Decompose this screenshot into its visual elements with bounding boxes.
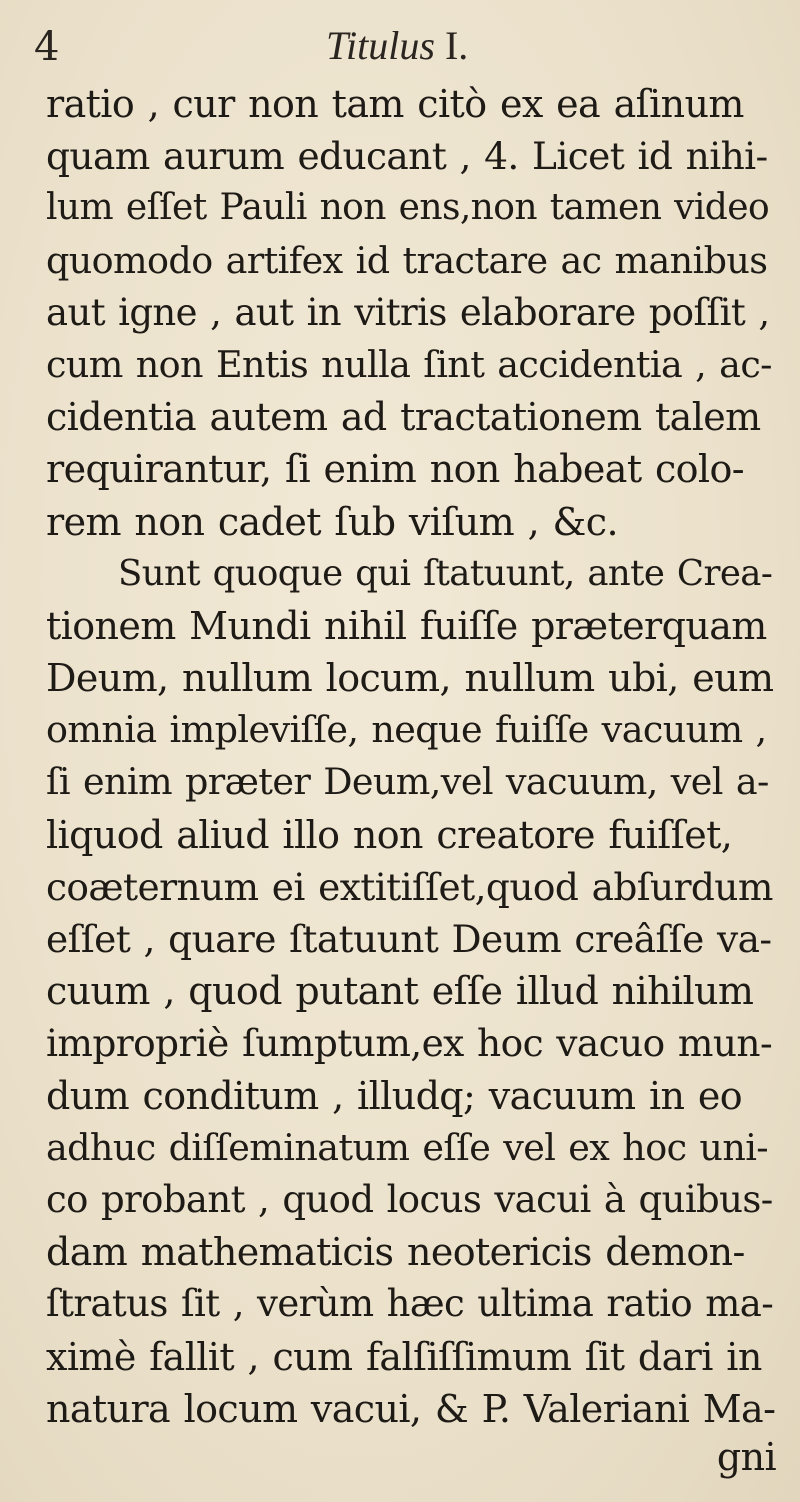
text-line: lum eſſet Pauli non ens,non tamen video [46,187,770,229]
text-line: Deum, nullum locum, nullum ubi, eum [46,656,774,701]
text-line: impropriè ſumptum,ex hoc vacuo mun- [46,1021,773,1066]
text-line: quam aurum educant , 4. Licet id nihi- [46,134,768,179]
text-line: rem non cadet ſub viſum , &c. [46,499,618,544]
text-line: liquod aliud illo non creatore fuiſſet, [46,812,733,857]
text-line: ſi enim præter Deum,vel vacuum, vel a- [46,760,769,804]
heading-numeral: I. [434,23,469,68]
text-line: ratio , cur non tam citò ex ea aſinum [46,82,744,126]
running-head [0,22,800,82]
heading-title: Titulus [326,23,435,68]
text-line: tionem Mundi nihil fuiſſe præterquam [46,603,767,648]
text-line: dum conditum , illudq; vacuum in eo [46,1073,743,1118]
page-heading [326,22,468,69]
text-line: eſſet , quare ſtatuunt Deum creâſſe va- [46,917,772,961]
text-line: adhuc diſſeminatum eſſe vel ex hoc uni- [46,1125,769,1169]
text-line: co probant , quod locus vacui à quibus- [46,1177,773,1221]
paragraph-start-line: Sunt quoque qui ſtatuunt, ante Crea- [118,552,773,594]
text-line: cidentia autem ad tractationem talem [46,395,761,440]
text-line: ximè fallit , cum falſiſſimum ſit dari in [46,1334,762,1379]
text-line: quomodo artifex id tractare ac manibus [46,238,768,282]
page-number: 4 [34,24,60,70]
text-line: natura locum vacui, & P. Valeriani Ma- [46,1386,776,1431]
text-line: aut igne , aut in vitris elaborare poſſit , [46,290,770,334]
text-line: requirantur, ſi enim non habeat colo- [46,447,744,492]
text-line: omnia impleviſſe, neque fuiſſe vacuum , [46,708,767,752]
text-line: cum non Entis nulla ſint accidentia , ac- [46,342,772,386]
body-text [46,78,776,1435]
text-line: coæternum ei extitiſſet,quod abſurdum [46,864,773,909]
catchword: gni [716,1435,776,1479]
text-line: dam mathematicis neotericis demon- [46,1230,745,1275]
text-line: ſtratus ſit , verùm hæc ultima ratio ma- [46,1282,774,1326]
text-line: cuum , quod putant eſſe illud nihilum [46,969,754,1014]
